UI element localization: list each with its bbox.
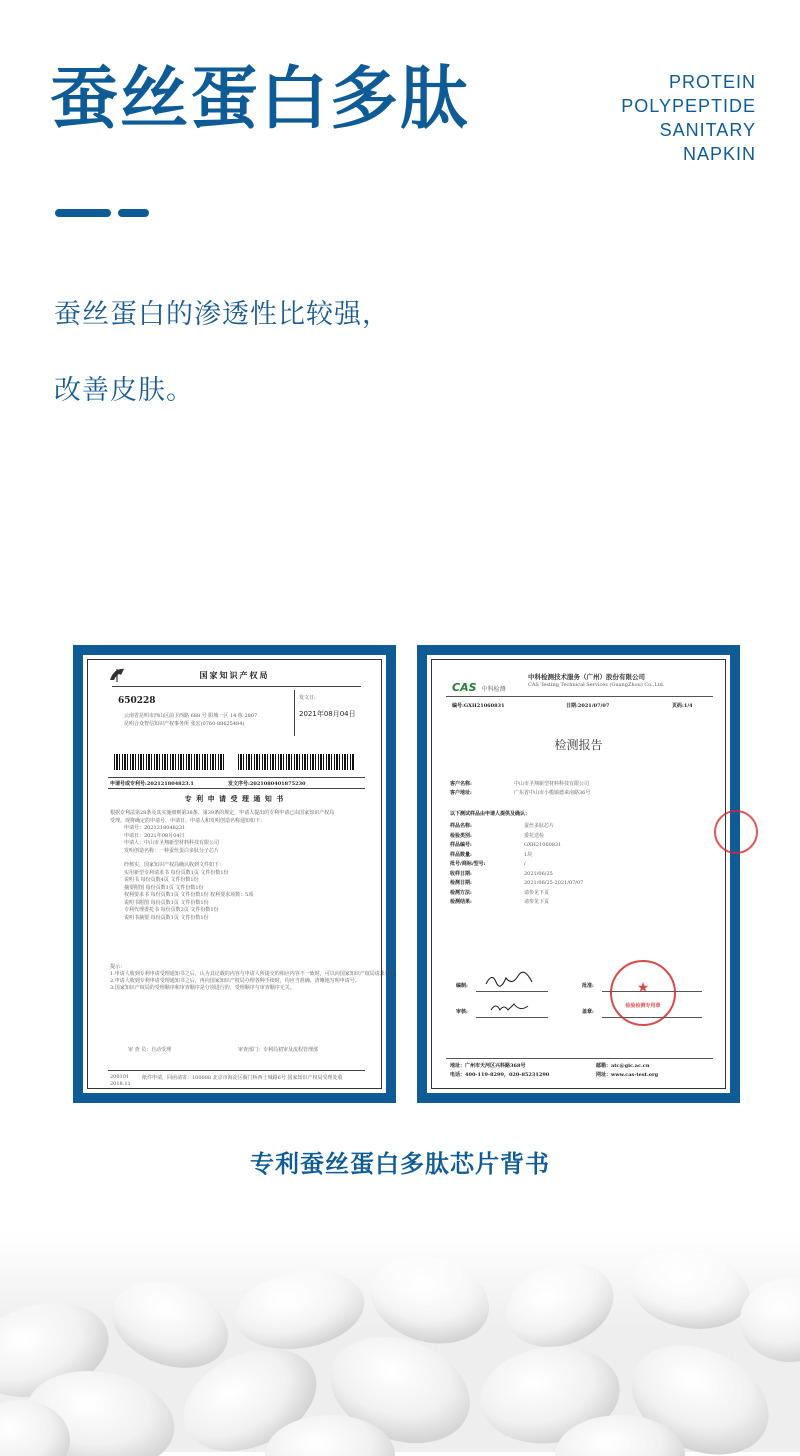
english-subtitle — [621, 70, 756, 166]
seal-text: 检验检测专用章 — [625, 1003, 661, 1009]
sign-seal: 盖章: — [582, 1009, 594, 1015]
patent-notes: 提示： 1.申请人收到专利申请受理通知书之后，认为其记载的内容与申请人所提交的相应内容不一致时，可以向国家知识产权局请求更正。 2.申请人收到专利申请受理通知书之后，再向国家知识产权局办理各种手续时，均应当准确、清晰地写明申请号。 3.国家知识产权局的受理顺序和审查顺序是分别进行的，受理顺序与审查顺序无关。 — [110, 964, 400, 991]
decor-dash-long — [55, 209, 111, 217]
customer-info — [450, 780, 710, 798]
signature-prepared-icon — [482, 970, 542, 990]
date-value: 2021年08月04日 — [299, 710, 356, 718]
silk-cocoons-image — [0, 1230, 800, 1452]
serial-number: 发文序号:2021080401875230 — [228, 781, 306, 787]
official-seal — [610, 960, 676, 1026]
footer-code-1: 200101 — [110, 1074, 130, 1080]
field-value: 广东省中山市小榄镇德来南路36号 — [514, 790, 591, 796]
caption: 专利蚕丝蛋白多肽芯片背书 — [250, 1150, 550, 1178]
decor-dash-short — [118, 209, 149, 217]
footer-website: 网址：www.cas-test.org — [596, 1072, 659, 1078]
cas-logo-icon — [452, 676, 506, 695]
sign-reviewed: 审核: — [456, 1009, 468, 1015]
cocoons-icon — [0, 1230, 800, 1452]
edge-seal — [714, 810, 758, 854]
patent-address-1: 云南省昆明市西山区前卫西路 688 号 阳城一区 14 栋 2807 — [124, 713, 258, 719]
patent-certificate-frame — [73, 645, 400, 1103]
date-box — [294, 690, 363, 736]
page-title: 蚕丝蛋白多肽 — [50, 60, 471, 139]
signature-reviewed-icon — [488, 1000, 538, 1016]
patent-header: 国家知识产权局 — [199, 670, 270, 680]
patent-body: 根据专利法第28条及其实施细则第38条、第39条的规定，申请人提出的专利申请已由国家知识产权局 受理。现将确定的申请号、申请日、申请人和发明创造名称通知如下： 申请号：2021218048231 申请日：2021年08月04日 申请人：中山市圣翔新型材料科技有限公司 发明创造名称：一种蚕丝蛋白多肽分子芯片 经核实，国家知识产权局确认收到文件如下： 实用新型专利请求书 每份页数1页 文件份数1份 说明书 每份页数4页 文件份数1份 摘要附图 每份页数1页 文件份数1份 权利要求书 每份页数1页 文件份数1份 权利要求项数：5项 说明书附图 每份页数1页 文件份数1份 专利代理委托书 每份页数2页 文件份数1份 说明书摘要 每份页数1页 文件份数1份 — [110, 810, 335, 921]
seal-star-icon: ★ — [636, 980, 650, 996]
date-label: 发文日: — [299, 695, 316, 701]
footer-code-2: 2018.11 — [110, 1081, 131, 1087]
examiner: 审 查 员：自动受理 — [128, 1047, 172, 1053]
field-label: 客户名称: — [450, 781, 472, 787]
test-report-frame — [417, 645, 740, 1103]
english-line: SANITARY — [659, 120, 756, 140]
department: 审查部门：专利局初审及流程管理部 — [238, 1047, 319, 1053]
patent-address-2: 昆明合众智信知识产权事务所 张宏(0760-88625484) — [124, 721, 245, 727]
footer-phone: 电话：400-119-8299，020-85231290 — [450, 1072, 550, 1078]
english-line: POLYPEPTIDE — [621, 96, 756, 116]
report-date: 日期:2021/07/07 — [566, 703, 610, 709]
cas-logo-sub: 中科检测 — [481, 686, 506, 693]
footer-address: 地址：广州市天河区兴科路368号 — [450, 1063, 526, 1069]
sample-info: 样品名称: 蚕丝多肽芯片 检验类别: 委托送检 样品编号: GXH21060831 样品数量: 1块 批号/商标/型号: / 收样日期: 2021/06/25 检测日期: 2021/06/25-2021/07/07 检测方法: 请参见下页 检测结果: 请参见下页 — [450, 823, 584, 905]
description-line-1: 蚕丝蛋白的渗透性比较强， — [54, 299, 390, 330]
field-label: 客户地址: — [450, 790, 472, 796]
patent-certificate — [83, 655, 400, 1093]
report-number: 编号:GXH21060831 — [452, 703, 505, 709]
org-name-cn: 中科检测技术服务（广州）股份有限公司 — [528, 673, 645, 681]
barcode-left — [114, 754, 224, 770]
report-page: 页码:1/4 — [672, 703, 693, 709]
description-line-2: 改善皮肤。 — [54, 375, 194, 406]
field-value: 中山市圣翔新型材料科技有限公司 — [514, 781, 590, 787]
sign-approved: 批准: — [582, 983, 594, 989]
report-heading: 检测报告 — [554, 738, 603, 752]
provided-note: 以下测试样品由申请人提供及确认： — [450, 811, 531, 817]
english-line: NAPKIN — [682, 144, 756, 164]
cas-logo-text: CAS — [452, 681, 477, 694]
patent-number: 650228 — [118, 696, 156, 706]
test-report — [427, 655, 730, 1093]
barcode-right — [238, 754, 354, 770]
footer-text: 纸件申请，回函请寄：100088 北京市海淀区蓟门桥西土城路6号 国家知识产权局受理处收 — [142, 1075, 343, 1081]
footer-email: 邮箱：atc@gic.ac.cn — [596, 1063, 650, 1069]
sign-prepared: 编制: — [456, 983, 468, 989]
org-name-en: CAS Testing Technical Services (GuangZhou) Co.,Ltd. — [528, 682, 665, 688]
notice-title: 专 利 申 请 受 理 通 知 书 — [184, 794, 285, 803]
application-number: 申请号或专利号:202121804823.1 — [110, 781, 194, 787]
english-line: PROTEIN — [668, 72, 756, 92]
